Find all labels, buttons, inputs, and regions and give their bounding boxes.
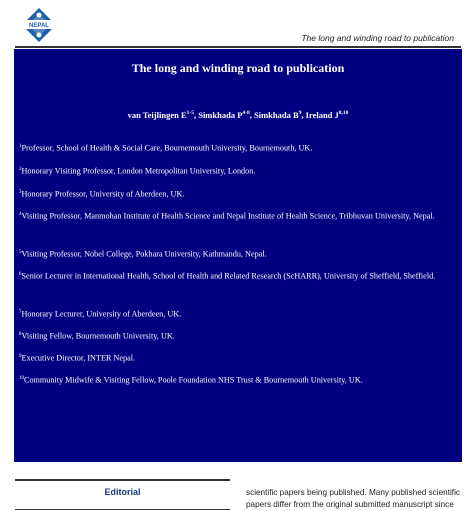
- author-affiliation-ref: 4-8: [242, 110, 250, 117]
- author: [128, 110, 194, 120]
- author-name: Simkhada B: [253, 110, 299, 120]
- affiliation-text: Senior Lecturer in International Health, School of Health and Related Research (ScHARR), University of Sheffield, Sheffield.: [21, 271, 436, 281]
- article-title: The long and winding road to publication: [131, 61, 345, 75]
- footer-rule-bottom: [15, 509, 230, 510]
- author-name: Simkhada P: [198, 110, 243, 120]
- affiliation-item: [19, 207, 461, 224]
- affiliation-text: Visiting Fellow, Bournemouth University, UK.: [21, 331, 175, 341]
- author: [306, 110, 349, 120]
- running-title: The long and winding road to publication: [301, 33, 454, 43]
- affiliation-text: Professor, School of Health & Social Care, Bournemouth University, Bournemouth, UK.: [21, 143, 313, 153]
- affiliation-number: 8: [19, 332, 22, 337]
- affiliation-number: 9: [19, 354, 22, 359]
- journal-logo: [20, 6, 58, 44]
- affiliation-number: 10: [19, 376, 24, 381]
- affiliation-item: [19, 185, 461, 202]
- affiliation-number: 3: [19, 190, 22, 195]
- author: [198, 110, 250, 120]
- affiliation-text: Honorary Visiting Professor, London Metropolitan University, London.: [21, 166, 256, 176]
- title-block: [14, 49, 462, 462]
- affiliation-text: Community Midwife & Visiting Fellow, Poole Foundation NHS Trust & Bournemouth University, UK.: [24, 375, 363, 385]
- author-name: Ireland J: [305, 110, 339, 120]
- affiliation-item: [19, 245, 461, 262]
- affiliation-item: [19, 327, 461, 344]
- footer-rule-top: [15, 479, 230, 481]
- header-rule: [15, 46, 461, 48]
- author-name: van Teijlingen E: [127, 110, 187, 120]
- author-affiliation-ref: 8,10: [338, 110, 349, 117]
- section-label: Editorial: [104, 487, 141, 497]
- author: [254, 110, 301, 120]
- affiliation-number: 2: [19, 167, 22, 172]
- author-list: van Teijlingen $E^{1-5}$, Simkhada $P^{4-8}$, Simkhada $B^9$, Ireland J$^{8,10}$: [127, 110, 349, 120]
- author-affiliation-ref: 9: [298, 110, 302, 117]
- affiliation-item: [19, 349, 461, 366]
- affiliation-number: 5: [19, 250, 22, 255]
- affiliation-item: [19, 162, 461, 179]
- affiliation-text: Visiting Professor, Manmohan Institute of Health Science and Nepal Institute of Health Science, Tribhuvan University, Nepal.: [21, 211, 435, 221]
- body-text: scientific papers being published. Many published scientific papers differ from the original submitted manuscript since: [246, 488, 460, 509]
- affiliation-item: [19, 139, 461, 156]
- affiliation-number: 1: [19, 144, 22, 149]
- author-affiliation-ref: 1-5: [186, 110, 194, 117]
- affiliation-text: Executive Director, INTER Nepal.: [21, 353, 136, 363]
- affiliation-number: 7: [19, 310, 22, 315]
- affiliation-item: [19, 371, 461, 388]
- affiliation-item: [19, 305, 461, 322]
- affiliation-text: Honorary Professor, University of Aberdeen, UK.: [21, 189, 185, 199]
- affiliation-text: Visiting Professor, Nobel College, Pokhara University, Kathmandu, Nepal.: [21, 249, 267, 259]
- affiliation-item: [19, 267, 461, 284]
- logo-text: NEPAL: [29, 23, 49, 29]
- affiliation-number: 4: [19, 212, 22, 217]
- affiliation-number: 6: [19, 272, 22, 277]
- affiliation-text: Honorary Lecturer, University of Aberdeen, UK.: [21, 309, 182, 319]
